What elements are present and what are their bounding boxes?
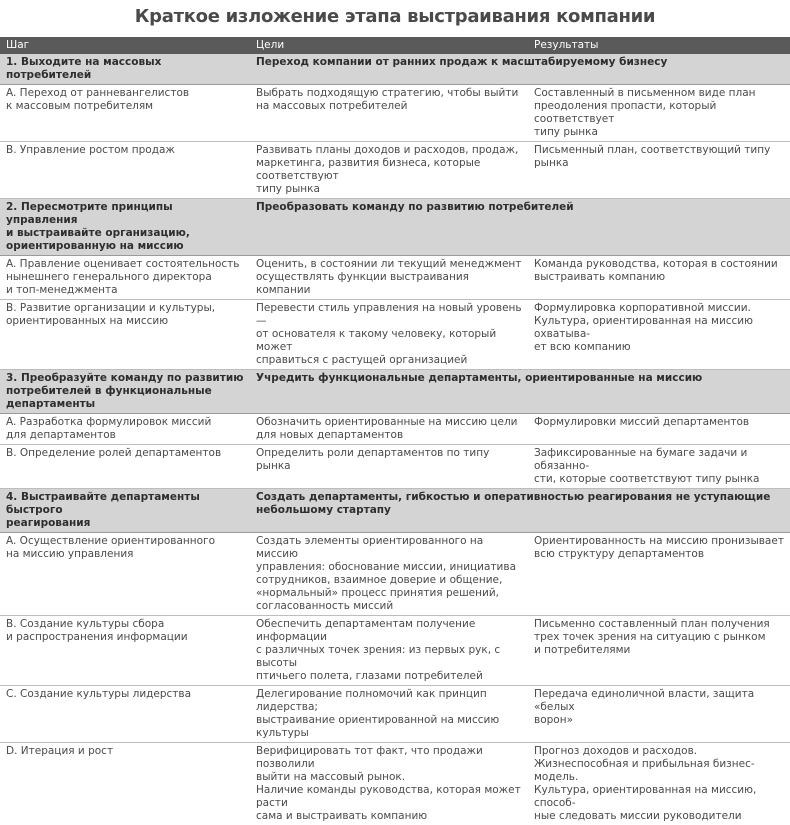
section-row (0, 199, 790, 256)
row-result: Ориентированность на миссию пронизывает всю структуру департаментов (534, 535, 784, 560)
table-row (0, 85, 790, 142)
section-goal: Преобразовать команду по развитию потребителей (256, 201, 574, 213)
header-step: Шаг (6, 39, 30, 51)
row-result: Команда руководства, которая в состоянии выстраивать компанию (534, 258, 778, 283)
row-step: C. Создание культуры лидерства (6, 688, 192, 700)
row-goal: Создать элементы ориентированного на миссию управления: обоснование миссии, инициатива сотрудников, взаимное доверие и общение, «нормальный» процесс принятия решений, согласованность миссий (256, 535, 517, 612)
table-row (0, 616, 790, 686)
table-header (0, 37, 790, 54)
row-step: B. Определение ролей департаментов (6, 447, 222, 459)
section-row (0, 489, 790, 533)
table-row (0, 414, 790, 445)
section-row (0, 370, 790, 414)
section-goal: Переход компании от ранних продаж к масштабируемому бизнесу (256, 56, 668, 68)
row-result: Формулировки миссий департаментов (534, 416, 750, 428)
header-results: Результаты (534, 39, 599, 51)
section-goal: Создать департаменты, гибкостью и оперативностью реагирования не уступающие небольшому стартапу (256, 491, 771, 516)
row-goal: Перевести стиль управления на новый уровень — от основателя к такому человеку, который может справиться с растущей организацией (256, 302, 522, 366)
row-result: Письменный план, соответствующий типу рынка (534, 144, 771, 169)
section-step: 4. Выстраивайте департаменты быстрого реагирования (6, 491, 200, 529)
row-step: A. Правление оценивает состоятельность нынешнего генерального директора и топ-менеджмента (6, 258, 240, 296)
row-goal: Обеспечить департаментам получение информации с различных точек зрения: из первых рук, с высоты птичьего полета, глазами потребителей (256, 618, 501, 682)
row-goal: Верифицировать тот факт, что продажи позволили выйти на массовый рынок. Наличие команды руководства, которая может расти сама и выстраивать компанию (256, 745, 521, 822)
section-goal: Учредить функциональные департаменты, ориентированные на миссию (256, 372, 703, 384)
row-step: B. Развитие организации и культуры, ориентированных на миссию (6, 302, 216, 327)
row-result: Составленный в письменном виде план преодоления пропасти, который соответствует типу рынка (534, 87, 756, 138)
page-title: Краткое изложение этапа выстраивания компании (134, 6, 656, 27)
row-step: D. Итерация и рост (6, 745, 114, 757)
row-result: Прогноз доходов и расходов. Жизнеспособная и прибыльная бизнес-модель. Культура, ориентированная на миссию, способ- ные следовать миссии руководители (534, 745, 757, 822)
table-row (0, 533, 790, 616)
table-row (0, 256, 790, 300)
row-result: Формулировка корпоративной миссии. Культура, ориентированная на миссию охватыва- ет всю компанию (534, 302, 753, 353)
row-goal: Развивать планы доходов и расходов, продаж, маркетинга, развития бизнеса, которые соответствуют типу рынка (256, 144, 519, 195)
section-row (0, 54, 790, 85)
row-goal: Оценить, в состоянии ли текущий менеджмент осуществлять функции выстраивания компании (256, 258, 522, 296)
row-result: Зафиксированные на бумаге задачи и обязанно- сти, которые соответствуют типу рынка (534, 447, 760, 485)
row-goal: Определить роли департаментов по типу рынка (256, 447, 490, 472)
section-step: 1. Выходите на массовых потребителей (6, 56, 162, 81)
section-step: 3. Преобразуйте команду по развитию потребителей в функциональные департаменты (6, 372, 244, 410)
header-goals: Цели (256, 39, 285, 51)
row-step: A. Разработка формулировок миссий для департаментов (6, 416, 212, 441)
table-row (0, 743, 790, 825)
row-step: B. Управление ростом продаж (6, 144, 175, 156)
row-step: B. Создание культуры сбора и распространения информации (6, 618, 188, 643)
table-row (0, 142, 790, 199)
section-step: 2. Пересмотрите принципы управления и выстраивайте организацию, ориентированную на миссию (6, 201, 190, 252)
row-step: A. Осуществление ориентированного на миссию управления (6, 535, 215, 560)
table-row (0, 686, 790, 743)
row-goal: Обозначить ориентированные на миссию цели для новых департаментов (256, 416, 518, 441)
table-row (0, 300, 790, 370)
row-result: Передача единоличной власти, защита «белых ворон» (534, 688, 755, 726)
row-goal: Выбрать подходящую стратегию, чтобы выйти на массовых потребителей (256, 87, 519, 112)
table-row (0, 445, 790, 489)
row-step: A. Переход от ранневангелистов к массовым потребителям (6, 87, 190, 112)
row-goal: Делегирование полномочий как принцип лидерства; выстраивание ориентированной на миссию культуры (256, 688, 500, 739)
row-result: Письменно составленный план получения трех точек зрения на ситуацию с рынком и потребителями (534, 618, 770, 656)
summary-table (0, 37, 790, 825)
